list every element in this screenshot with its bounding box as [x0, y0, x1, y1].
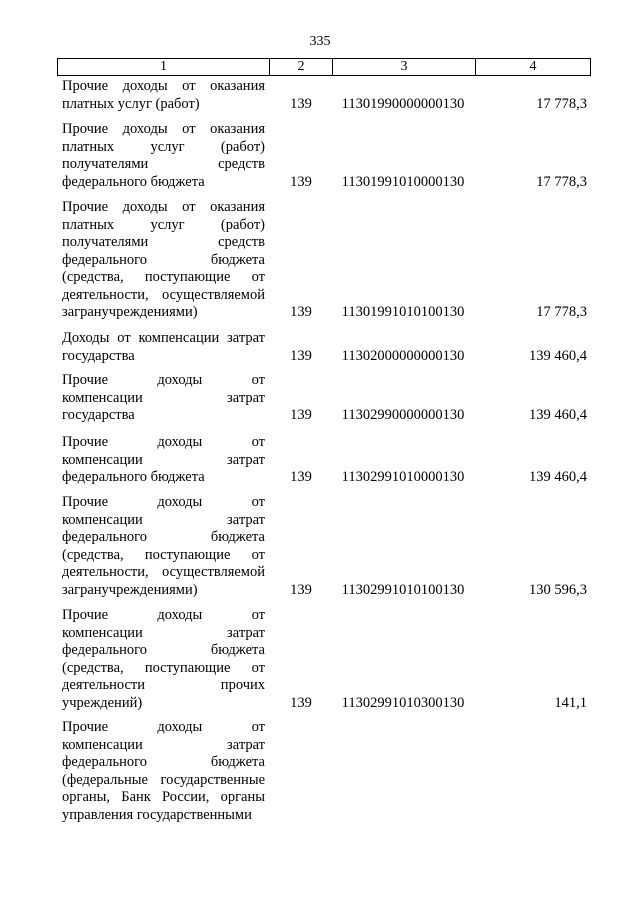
row-budget-code: 11302000000000130: [341, 347, 465, 364]
row-description-line: платных услуг (работ): [62, 138, 265, 155]
row-budget-code: 11302990000000130: [341, 407, 465, 423]
row-description-line: (федеральные государственные: [62, 771, 265, 788]
row-description-line: компенсации затрат: [62, 389, 265, 406]
row-description: [62, 199, 265, 322]
row-budget-code: 11301990000000130: [341, 95, 465, 112]
row-description-line: государства: [62, 407, 135, 423]
table-header: [57, 58, 591, 76]
row-description-line: Прочие доходы от: [62, 607, 265, 623]
column-header-4: 4: [476, 59, 591, 76]
row-admin-code: 139: [290, 95, 312, 112]
row-description: [62, 434, 265, 487]
row-amount: 17 778,3: [536, 95, 587, 112]
row-amount: 139 460,4: [529, 347, 587, 364]
column-header-1: 1: [58, 59, 270, 76]
row-description-line: федерального бюджета: [62, 642, 265, 658]
row-description-line: компенсации затрат: [62, 451, 265, 468]
row-description: [62, 719, 265, 824]
row-description-line: загранучреждениями): [62, 304, 198, 320]
row-description-line: компенсации затрат: [62, 736, 265, 753]
row-amount: 141,1: [554, 694, 587, 711]
row-amount: 130 596,3: [529, 581, 587, 598]
row-description: [62, 78, 265, 113]
row-description-line: Прочие доходы от оказания: [62, 78, 265, 94]
row-description-line: Прочие доходы от: [62, 719, 265, 735]
row-amount: 139 460,4: [529, 407, 587, 423]
row-description-line: органы, Банк России, органы: [62, 789, 265, 805]
row-description-line: компенсации затрат: [62, 624, 265, 641]
row-description-line: учреждений): [62, 694, 143, 711]
row-description-line: федерального бюджета: [62, 529, 265, 545]
row-description: [62, 121, 265, 191]
row-description-line: деятельности, осуществляемой: [62, 564, 265, 580]
row-description-line: Прочие доходы от: [62, 434, 265, 450]
row-budget-code: 11302991010000130: [341, 469, 465, 485]
row-description-line: федерального бюджета: [62, 251, 265, 268]
row-description-line: деятельности, осуществляемой: [62, 286, 265, 303]
column-header-2: 2: [270, 59, 333, 76]
row-admin-code: 139: [290, 304, 312, 320]
row-admin-code: 139: [290, 694, 312, 711]
header-row: [58, 59, 591, 76]
row-description-line: (средства, поступающие от: [62, 269, 265, 285]
row-description-line: платных услуг (работ): [62, 216, 265, 233]
row-admin-code: 139: [290, 347, 312, 364]
row-description-line: федерального бюджета: [62, 173, 205, 190]
row-description-line: загранучреждениями): [62, 581, 198, 598]
row-budget-code: 11301991010100130: [341, 304, 465, 320]
row-description-line: федерального бюджета: [62, 469, 205, 485]
row-admin-code: 139: [290, 173, 312, 190]
column-header-3: 3: [333, 59, 476, 76]
row-budget-code: 11302991010300130: [341, 694, 465, 711]
row-admin-code: 139: [290, 581, 312, 598]
row-admin-code: 139: [290, 407, 312, 423]
row-description-line: компенсации затрат: [62, 511, 265, 528]
row-description: [62, 494, 265, 599]
row-description-line: (средства, поступающие от: [62, 546, 265, 563]
row-description-line: Прочие доходы от оказания: [62, 199, 265, 215]
row-description-line: Прочие доходы от: [62, 494, 265, 510]
row-description: [62, 372, 265, 425]
row-amount: 139 460,4: [529, 469, 587, 485]
row-description-line: (средства, поступающие от: [62, 659, 265, 676]
row-amount: 17 778,3: [536, 173, 587, 190]
row-description-line: получателями средств: [62, 156, 265, 172]
row-description-line: Доходы от компенсации затрат: [62, 330, 265, 346]
row-amount: 17 778,3: [536, 304, 587, 320]
row-description-line: Прочие доходы от оказания: [62, 121, 265, 137]
row-description: [62, 607, 265, 712]
row-description-line: платных услуг (работ): [62, 95, 200, 112]
row-description-line: Прочие доходы от: [62, 372, 265, 388]
row-admin-code: 139: [290, 469, 312, 485]
row-description-line: федерального бюджета: [62, 754, 265, 770]
page-number: 335: [309, 34, 331, 49]
row-budget-code: 11302991010100130: [341, 581, 465, 598]
row-description: [62, 330, 265, 365]
row-description-line: получателями средств: [62, 234, 265, 250]
row-description-line: государства: [62, 347, 135, 364]
row-description-line: управления государственными: [62, 806, 252, 823]
row-description-line: деятельности прочих: [62, 677, 265, 693]
row-budget-code: 11301991010000130: [341, 173, 465, 190]
